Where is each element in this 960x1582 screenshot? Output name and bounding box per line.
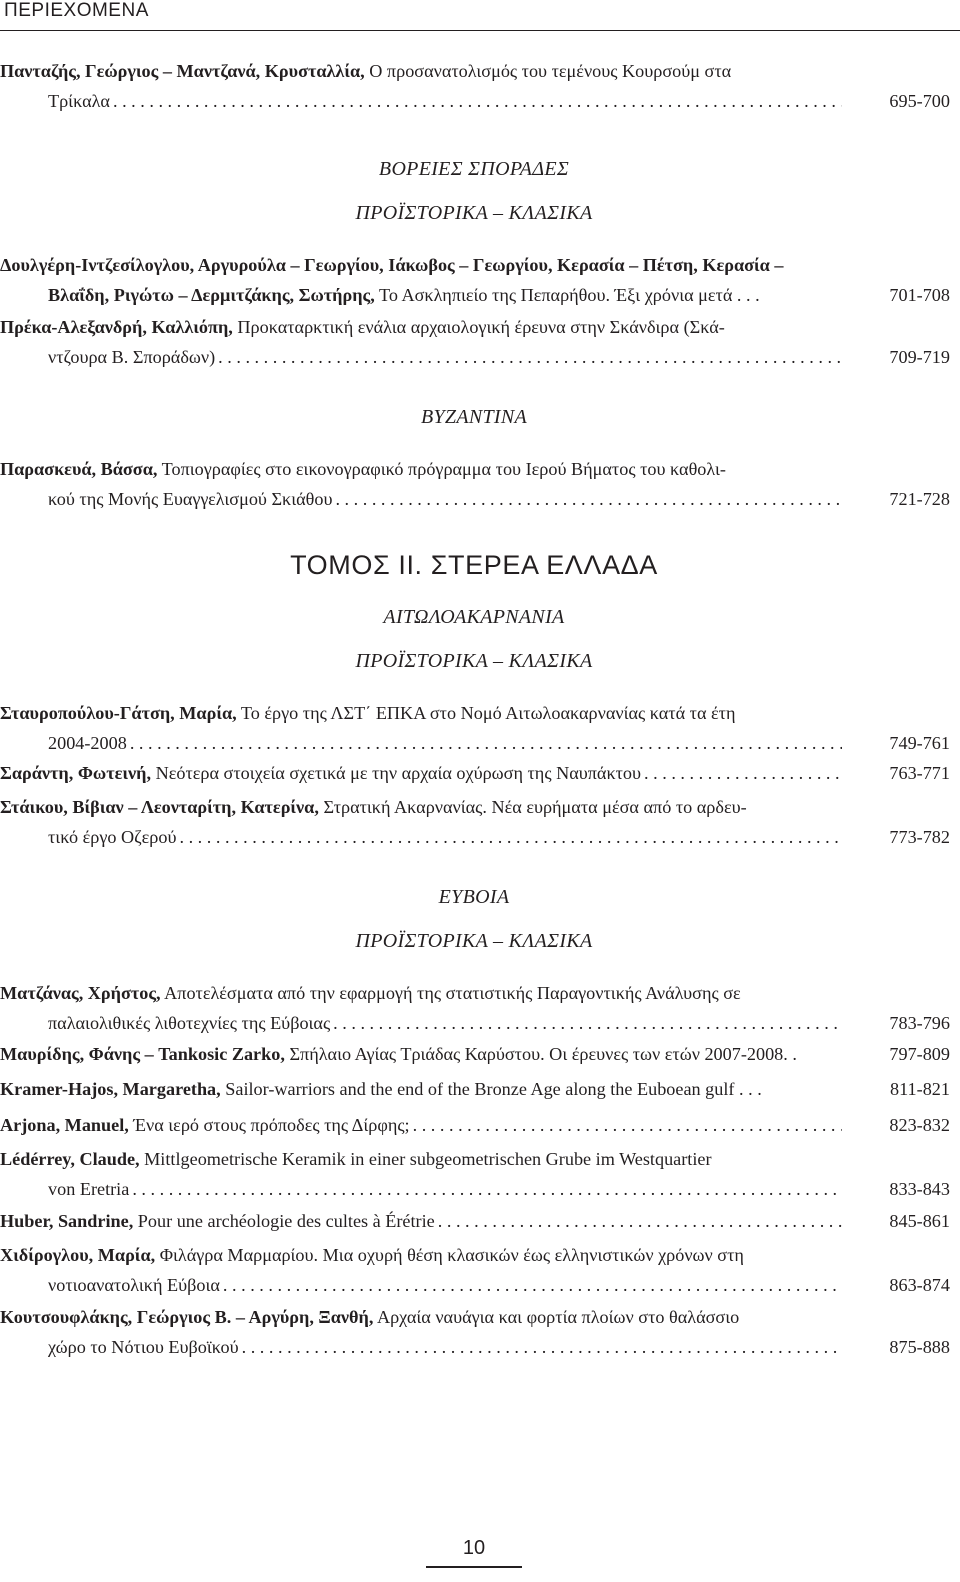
entry-title-cont: von Eretria	[48, 1179, 130, 1199]
leader-dots	[641, 758, 842, 788]
entry-pages: 763-771	[889, 763, 950, 783]
section-heading: ΒΥΖΑΝΤΙΝΑ	[420, 406, 528, 428]
leader-dots	[129, 1174, 842, 1204]
entry-pages: 863-874	[889, 1275, 950, 1295]
leader-dots	[330, 1008, 842, 1038]
entry-pages: 783-796	[889, 1013, 950, 1033]
entry-author: Δουλγέρη-Ιντζεσίλογλου, Αργυρούλα – Γεωργίου, Ιάκωβος – Γεωργίου, Κερασία – Πέτση, Κερασία –	[0, 255, 784, 275]
entry-pages: 823-832	[889, 1115, 950, 1135]
entry-title: Φιλάγρα Μαρμαρίου. Μια οχυρή θέση κλασικών έως ελληνιστικών χρόνων στη	[155, 1245, 744, 1265]
entry-title: Το έργο της ΛΣΤ΄ ΕΠΚΑ στο Νομό Αιτωλοακαρνανίας κατά τα έτη	[236, 703, 736, 723]
section-subheading: ΠΡΟΪΣΤΟΡΙΚΑ – ΚΛΑΣΙΚΑ	[355, 650, 593, 672]
section-heading: ΕΥΒΟΙΑ	[438, 886, 510, 908]
entry-title: Τοπιογραφίες στο εικονογραφικό πρόγραμμα του Ιερού Βήματος του καθολι-	[157, 459, 726, 479]
toc-entry	[0, 758, 950, 788]
entry-pages: 845-861	[889, 1211, 950, 1231]
volume-heading: ΤΟΜΟΣ ΙΙ. ΣΤΕΡΕΑ ΕΛΛΑΔΑ	[290, 550, 658, 580]
leader-dots	[410, 1110, 842, 1140]
entry-pages: 695-700	[889, 91, 950, 111]
entry-author: Πρέκα-Αλεξανδρή, Καλλιόπη,	[0, 317, 233, 337]
entry-pages: 721-728	[889, 489, 950, 509]
entry-title: Προκαταρκτική ενάλια αρχαιολογική έρευνα στην Σκάνδιρα (Σκά-	[232, 317, 725, 337]
leader-dots	[239, 1332, 842, 1362]
entry-author: Huber, Sandrine,	[0, 1211, 134, 1231]
entry-author: Arjona, Manuel,	[0, 1115, 129, 1135]
toc-entry	[0, 56, 950, 116]
entry-pages: 773-782	[889, 827, 950, 847]
entry-title-cont: τικό έργο Οζερού	[48, 827, 177, 847]
section-heading: ΑΙΤΩΛΟΑΚΑΡΝΑΝΙΑ	[383, 606, 565, 628]
leader-dots	[220, 1270, 842, 1300]
entry-title-cont: 2004-2008	[48, 733, 127, 753]
entry-author: Σαράντη, Φωτεινή,	[0, 763, 152, 783]
entry-pages: 749-761	[889, 733, 950, 753]
toc-entry	[0, 312, 950, 372]
toc-entry	[0, 454, 950, 514]
leader-dots	[176, 822, 842, 852]
toc-entry	[0, 1074, 950, 1104]
entry-author: Σταυροπούλου-Γάτση, Μαρία,	[0, 703, 237, 723]
entry-title: Sailor-warriors and the end of the Bronze Age along the Euboean gulf . . .	[220, 1079, 762, 1099]
entry-author: Παρασκευά, Βάσσα,	[0, 459, 158, 479]
entry-author: Κουτσουφλάκης, Γεώργιος Β. – Αργύρη, Ξανθή,	[0, 1307, 374, 1327]
entry-pages: 833-843	[889, 1179, 950, 1199]
entry-author: Kramer-Hajos, Margaretha,	[0, 1079, 221, 1099]
toc-entry	[0, 1240, 950, 1300]
entry-pages: 797-809	[889, 1044, 950, 1064]
leader-dots	[215, 342, 842, 372]
section-heading: ΒΟΡΕΙΕΣ ΣΠΟΡΑΔΕΣ	[378, 158, 570, 180]
entry-title-cont: νοτιοανατολική Εύβοια	[48, 1275, 220, 1295]
entry-title: Ένα ιερό στους πρόποδες της Δίρφης;	[128, 1115, 410, 1135]
entry-title: Mittlgeometrische Keramik in einer subgeometrischen Grube im Westquartier	[139, 1149, 712, 1169]
leader-dots	[110, 86, 842, 116]
entry-author: Ματζάνας, Χρήστος,	[0, 983, 161, 1003]
entry-title: Αποτελέσματα από την εφαρμογή της στατιστικής Παραγοντικής Ανάλυσης σε	[160, 983, 741, 1003]
entry-title: Νεότερα στοιχεία σχετικά με την αρχαία οχύρωση της Ναυπάκτου	[151, 763, 642, 783]
entry-author: Χιδίρογλου, Μαρία,	[0, 1245, 156, 1265]
entry-title: Σπήλαιο Αγίας Τριάδας Καρύστου. Οι έρευνες των ετών 2007-2008. .	[284, 1044, 797, 1064]
entry-title-cont: ντζουρα Β. Σποράδων)	[48, 347, 216, 367]
entry-author: Lédérrey, Claude,	[0, 1149, 140, 1169]
page-number-rule	[426, 1566, 522, 1568]
section-subheading: ΠΡΟΪΣΤΟΡΙΚΑ – ΚΛΑΣΙΚΑ	[355, 202, 593, 224]
entry-title: Το Ασκληπιείο της Πεπαρήθου. Έξι χρόνια μετά . . .	[374, 285, 760, 305]
entry-author: Στάικου, Βίβιαν – Λεονταρίτη, Κατερίνα,	[0, 797, 319, 817]
entry-title-cont: παλαιολιθικές λιθοτεχνίες της Εύβοιας	[48, 1013, 331, 1033]
page-number: 10	[462, 1537, 486, 1559]
entry-title: Pour une archéologie des cultes à Érétrie	[133, 1211, 435, 1231]
toc-entry	[0, 792, 950, 852]
entry-author: Πανταζής, Γεώργιος – Μαντζανά, Κρυσταλλία,	[0, 61, 365, 81]
running-header: ΠΕΡΙΕΧΟΜΕΝΑ	[4, 0, 149, 21]
leader-dots	[332, 484, 842, 514]
entry-pages: 811-821	[890, 1079, 950, 1099]
entry-pages: 701-708	[889, 285, 950, 305]
toc-entry	[0, 1110, 950, 1140]
leader-dots	[435, 1206, 842, 1236]
toc-entry	[0, 1144, 950, 1204]
toc-entry	[0, 698, 950, 758]
toc-entry	[0, 1302, 950, 1362]
entry-title-cont: Τρίκαλα	[48, 91, 110, 111]
entry-title: Στρατική Ακαρνανίας. Νέα ευρήματα μέσα από το αρδευ-	[318, 797, 747, 817]
entry-author-cont: Βλαΐδη, Ριγώτω – Δερμιτζάκης, Σωτήρης,	[48, 285, 375, 305]
leader-dots	[127, 728, 842, 758]
entry-pages: 709-719	[889, 347, 950, 367]
entry-title: Ο προσανατολισμός του τεμένους Κουρσούμ στα	[364, 61, 732, 81]
entry-author: Μαυρίδης, Φάνης – Tankosic Zarko,	[0, 1044, 285, 1064]
toc-entry	[0, 250, 950, 310]
entry-title: Αρχαία ναυάγια και φορτία πλοίων στο θαλάσσιο	[373, 1307, 740, 1327]
section-subheading: ΠΡΟΪΣΤΟΡΙΚΑ – ΚΛΑΣΙΚΑ	[355, 930, 593, 952]
header-rule	[0, 30, 960, 31]
entry-pages: 875-888	[889, 1337, 950, 1357]
toc-entry	[0, 978, 950, 1038]
toc-entry	[0, 1039, 950, 1069]
entry-title-cont: χώρο το Νότιου Ευβοϊκού	[48, 1337, 239, 1357]
toc-entry	[0, 1206, 950, 1236]
entry-title-cont: κού της Μονής Ευαγγελισμού Σκιάθου	[48, 489, 333, 509]
